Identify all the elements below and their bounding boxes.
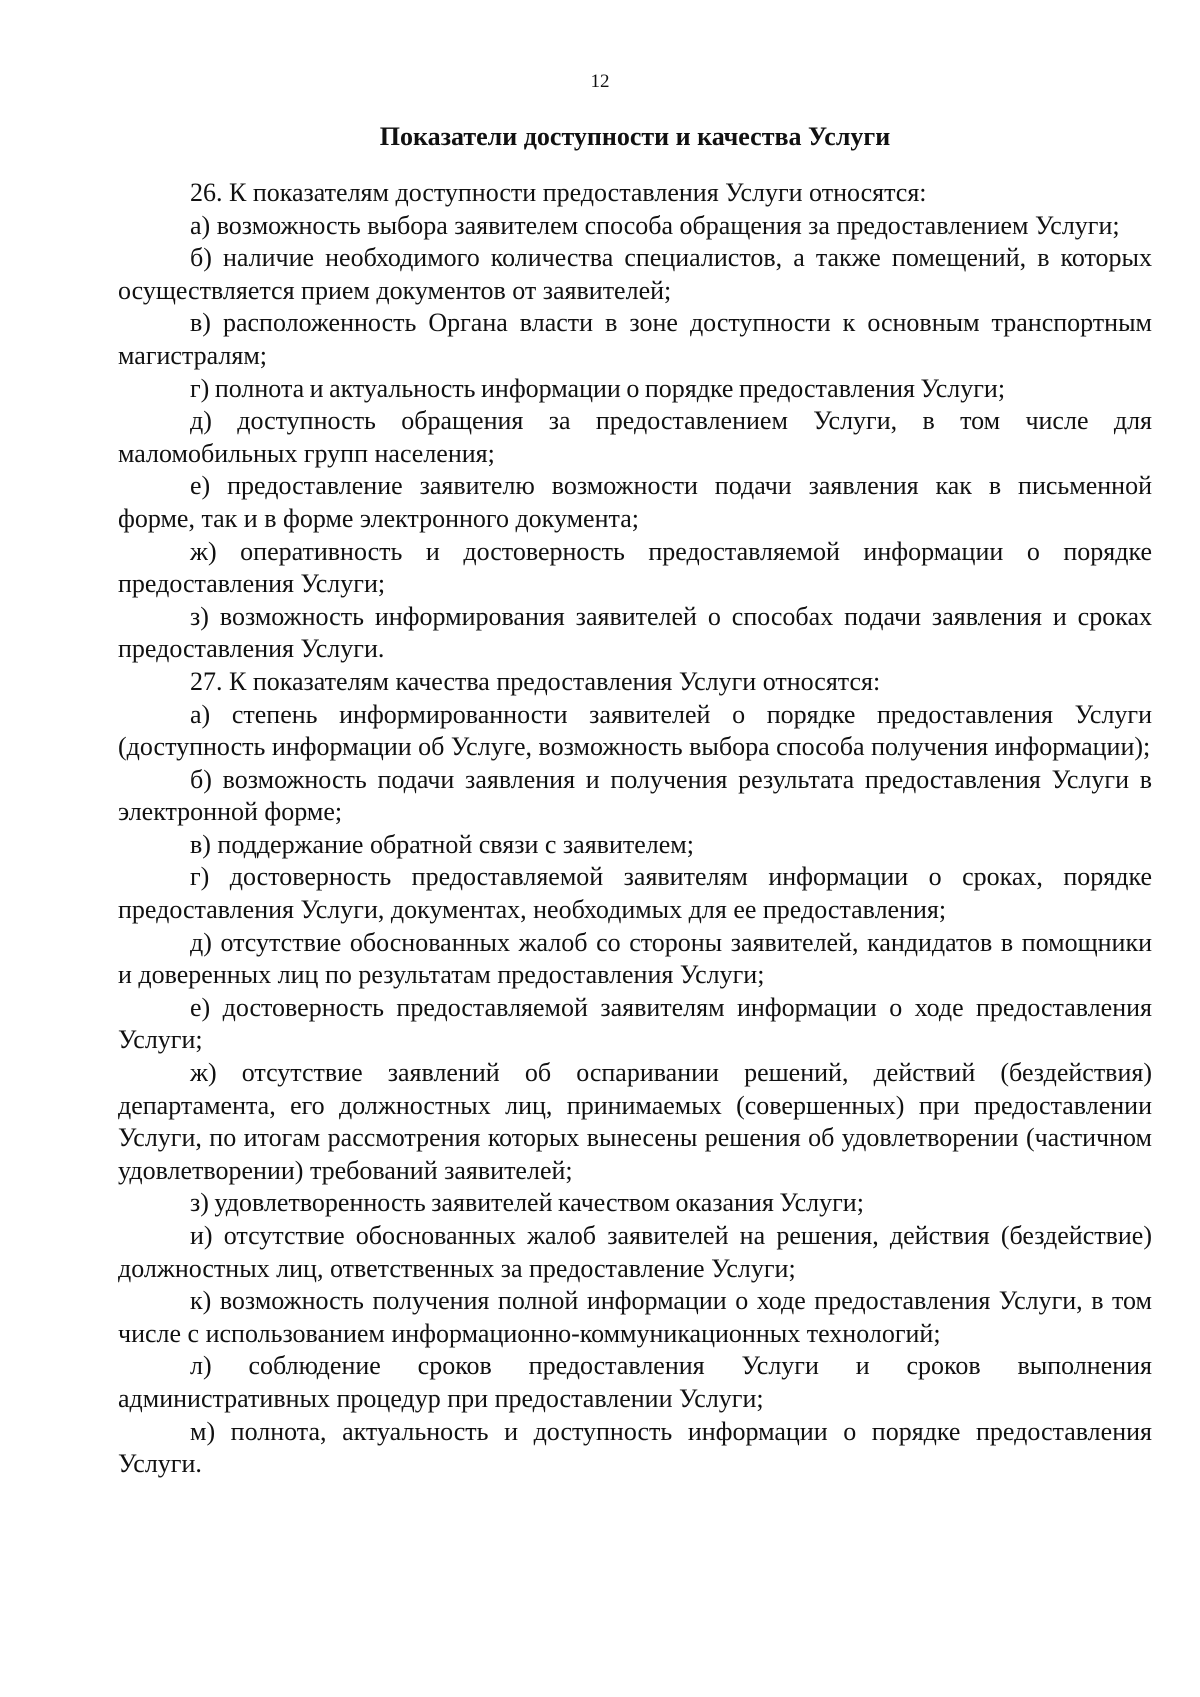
paragraph-item-26-g: г) полнота и актуальность информации о порядке предоставления Услуги; (190, 373, 1006, 403)
paragraph-item-27-k: к) возможность получения полной информации о ходе предоставления Услуги, в том числе с использованием информационно-коммуникационных технологий; (118, 1286, 1152, 1348)
paragraph-item-27-m: м) полнота, актуальность и доступность информации о порядке предоставления Услуги. (118, 1416, 1152, 1479)
paragraph-item-26-d: д) доступность обращения за предоставлением Услуги, в том числе для маломобильных групп населения; (118, 406, 1152, 468)
paragraph-item-27-v: в) поддержание обратной связи с заявителем; (190, 829, 694, 859)
paragraph-item-27-e: е) достоверность предоставляемой заявителям информации о ходе предоставления Услуги; (118, 992, 1152, 1055)
document-body (118, 177, 1152, 1481)
paragraph-item-26: 26. К показателям доступности предоставления Услуги относятся: (190, 178, 927, 207)
paragraph-item-27-d: д) отсутствие обоснованных жалоб со стороны заявителей, кандидатов в помощники и доверенных лиц по результатам предоставления Услуги; (118, 927, 1152, 990)
paragraph-item-26-v: в) расположенность Органа власти в зоне доступности к основным транспортным магистралям; (118, 308, 1152, 370)
paragraph-item-27: 27. К показателям качества предоставления Услуги относятся: (190, 666, 881, 696)
paragraph-item-27-zh: ж) отсутствие заявлений об оспаривании решений, действий (бездействия) департамента, его должностных лиц, принимаемых (совершенных) при предоставлении Услуги, по итогам рассмотрения которых вынесены решения об удовлетворении (частичном удовлетворении) требований заявителей; (118, 1058, 1152, 1185)
paragraph-item-27-a: а) степень информированности заявителей о порядке предоставления Услуги (доступность информации об Услуге, возможность выбора способа получения информации); (118, 699, 1152, 762)
section-title: Показатели доступности и качества Услуги (379, 122, 891, 151)
paragraph-item-27-b: б) возможность подачи заявления и получения результата предоставления Услуги в электронной форме; (118, 764, 1152, 827)
paragraph-item-26-b: б) наличие необходимого количества специалистов, а также помещений, в которых осуществляется прием документов от заявителей; (118, 243, 1152, 305)
paragraph-item-26-z: з) возможность информирования заявителей о способах подачи заявления и сроках предоставления Услуги. (118, 601, 1152, 664)
paragraph-item-27-z: з) удовлетворенность заявителей качеством оказания Услуги; (190, 1188, 864, 1218)
paragraph-item-26-a: а) возможность выбора заявителем способа обращения за предоставлением Услуги; (190, 210, 1120, 240)
page-number: 12 (590, 71, 610, 92)
paragraph-item-27-l: л) соблюдение сроков предоставления Услуги и сроков выполнения административных процедур при предоставлении Услуги; (118, 1351, 1152, 1413)
paragraph-item-26-e: е) предоставление заявителю возможности подачи заявления как в письменной форме, так и в форме электронного документа; (118, 471, 1152, 533)
paragraph-item-27-g: г) достоверность предоставляемой заявителям информации о сроках, порядке предоставления Услуги, документах, необходимых для ее предоставления; (118, 862, 1152, 925)
paragraph-item-26-zh: ж) оперативность и достоверность предоставляемой информации о порядке предоставления Услуги; (118, 536, 1152, 599)
paragraph-item-27-i: и) отсутствие обоснованных жалоб заявителей на решения, действия (бездействие) должностных лиц, ответственных за предоставление Услуги; (118, 1221, 1152, 1283)
